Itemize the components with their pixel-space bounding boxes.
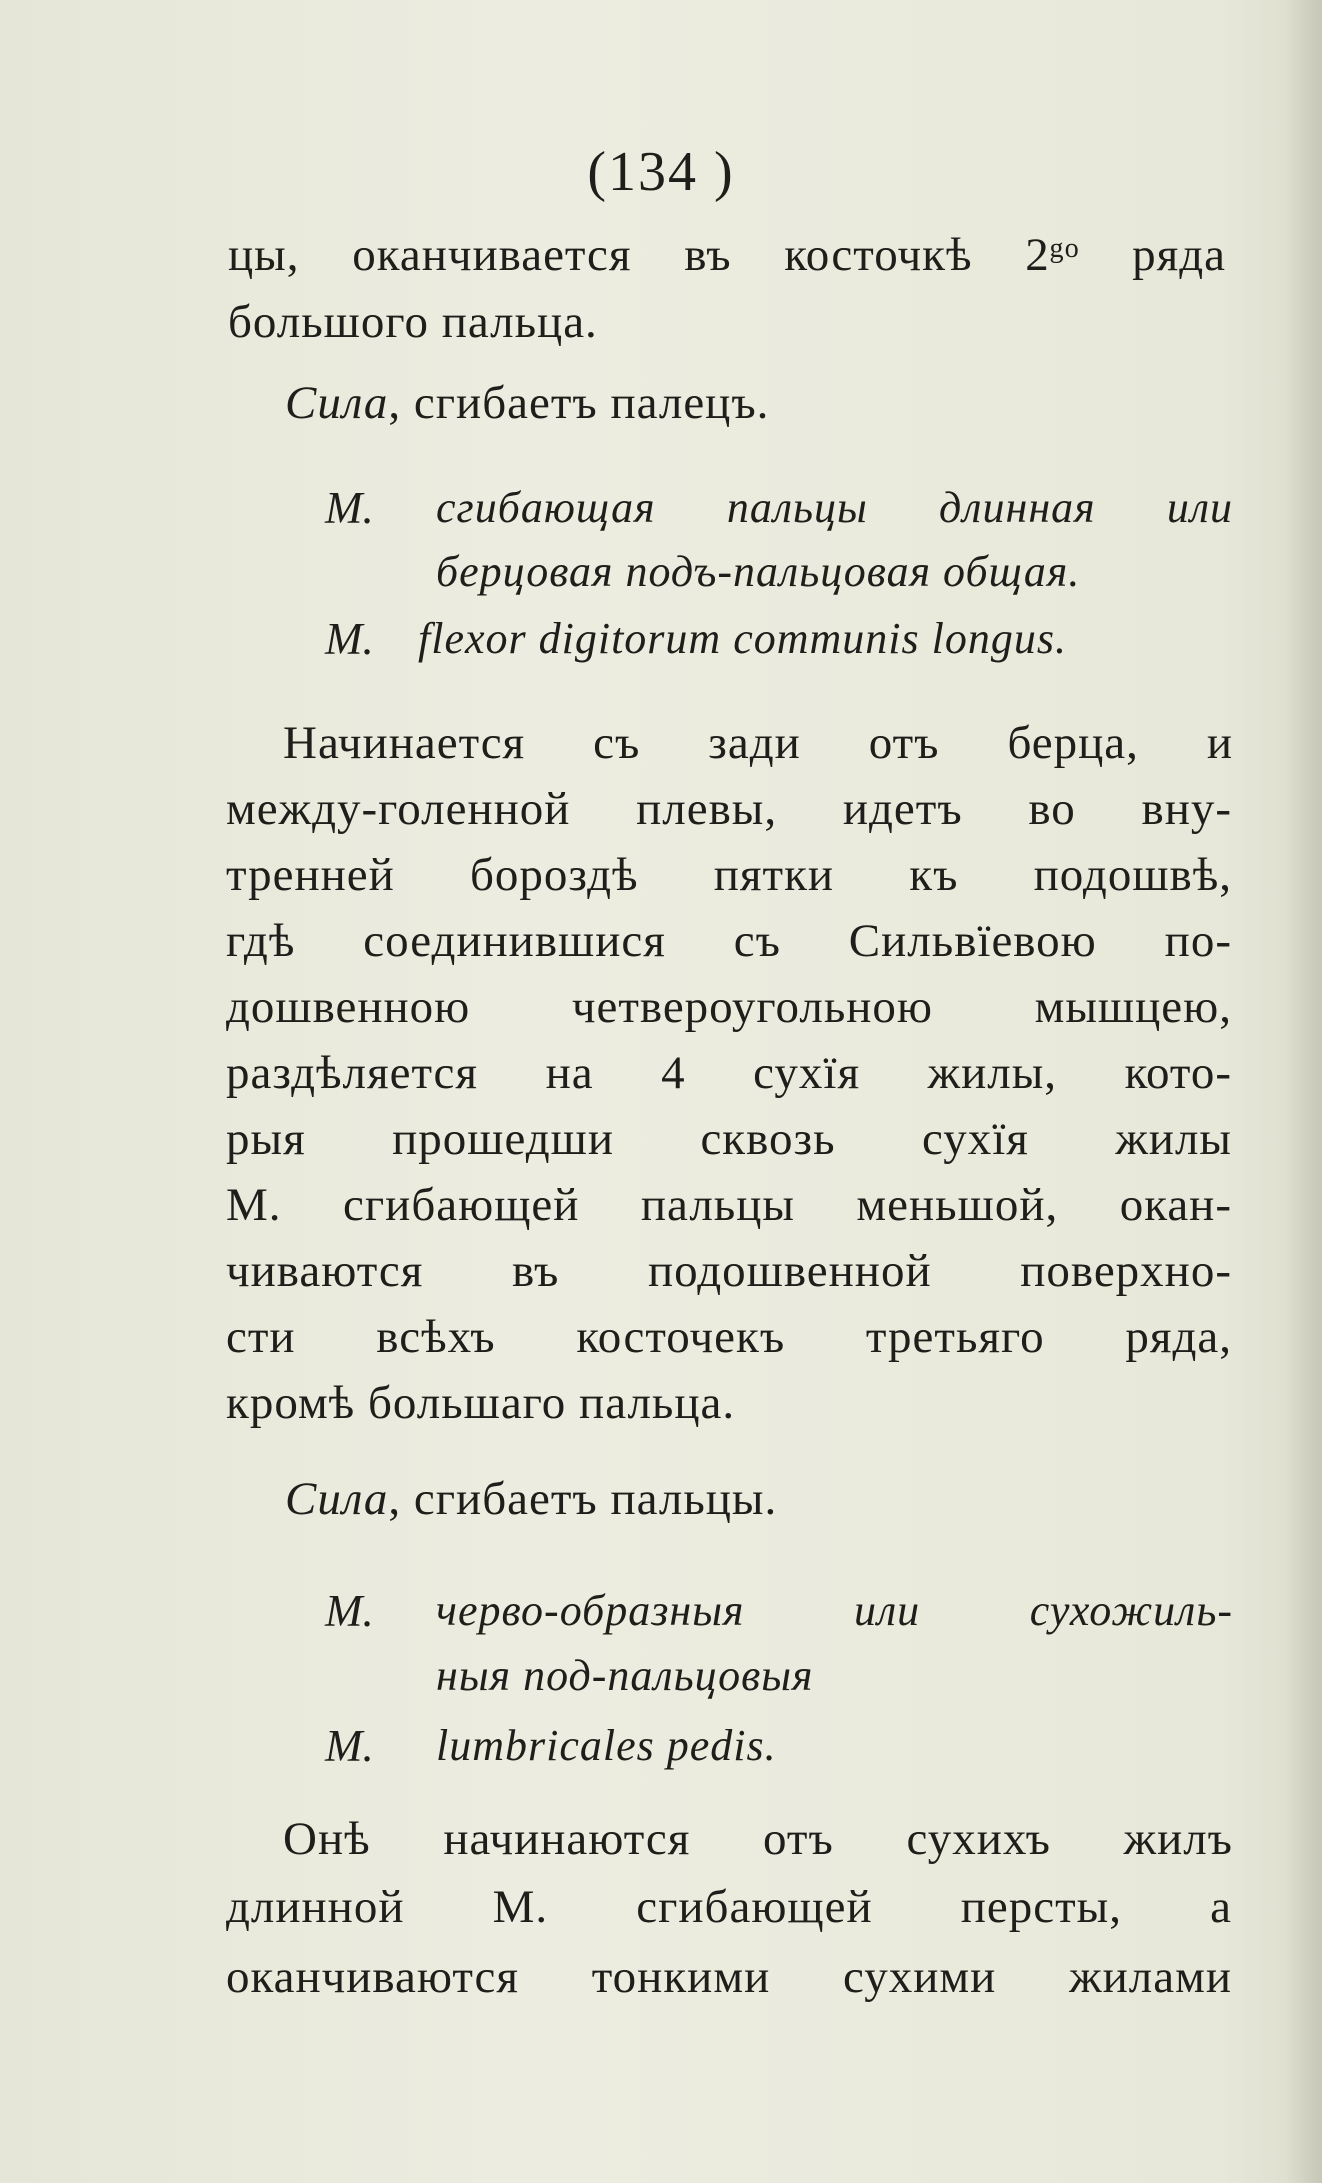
- para1-line-7: рыя прошедши сквозь сухїя жилы: [226, 1113, 1232, 1165]
- muscle2-name-lat: lumbricales pedis.: [436, 1721, 777, 1770]
- force-rest-2: , сгибаетъ пальцы.: [388, 1473, 778, 1525]
- muscle1-name-lat: flexor digitorum communis longus.: [418, 614, 1067, 663]
- para1-line-6: раздѣляется на 4 сухїя жилы, кото-: [226, 1047, 1232, 1099]
- muscle1-name-ru-1: сгибающая пальцы длинная или: [436, 483, 1233, 532]
- muscle2-label-lat: М.: [325, 1721, 374, 1771]
- para2-line-2: длинной М. сгибающей персты, а: [226, 1881, 1232, 1933]
- muscle2-name-ru-1: черво-образныя или сухожиль-: [436, 1586, 1233, 1635]
- para1-line-10: сти всѣхъ косточекъ третьяго ряда,: [226, 1311, 1232, 1363]
- text-line-1: цы, оканчивается въ косточкѣ 2ᵍᵒ ряда: [228, 229, 1226, 281]
- force-rest: , сгибаетъ палецъ.: [388, 377, 770, 429]
- text-line-2: большого пальца.: [228, 296, 598, 348]
- para1-line-3: тренней бороздѣ пятки къ подошвѣ,: [226, 849, 1232, 901]
- force-word: Сила: [285, 377, 389, 429]
- para1-line-11: кромѣ большаго пальца.: [226, 1377, 736, 1429]
- page-number: (134 ): [587, 141, 735, 203]
- muscle1-label-lat: М.: [325, 614, 374, 664]
- para1-line-9: чиваются въ подошвенной поверхно-: [226, 1245, 1232, 1297]
- force-line-2: [285, 1472, 777, 1526]
- para1-line-1: Начинается съ зади отъ берца, и: [283, 717, 1233, 769]
- force-word-2: Сила: [285, 1473, 389, 1525]
- para2-line-3: оканчиваются тонкими сухими жилами: [226, 1951, 1232, 2003]
- muscle2-name-ru-2: ныя под-пальцовыя: [436, 1651, 814, 1700]
- para1-line-8: М. сгибающей пальцы меньшой, окан-: [226, 1179, 1232, 1231]
- para1-line-2: между-голенной плевы, идетъ во вну-: [226, 783, 1232, 835]
- muscle1-name-ru-2: берцовая подъ-пальцовая общая.: [436, 547, 1081, 596]
- para1-line-5: дошвенною четвероугольною мышцею,: [226, 981, 1232, 1033]
- para2-line-1: Онѣ начинаются отъ сухихъ жилъ: [283, 1813, 1233, 1865]
- page-edge-shadow: [1284, 0, 1322, 2183]
- force-line-1: [285, 376, 769, 430]
- para1-line-4: гдѣ соединившися съ Сильвїевою по-: [226, 915, 1232, 967]
- muscle2-label: М.: [325, 1586, 374, 1636]
- muscle1-label: М.: [325, 483, 374, 533]
